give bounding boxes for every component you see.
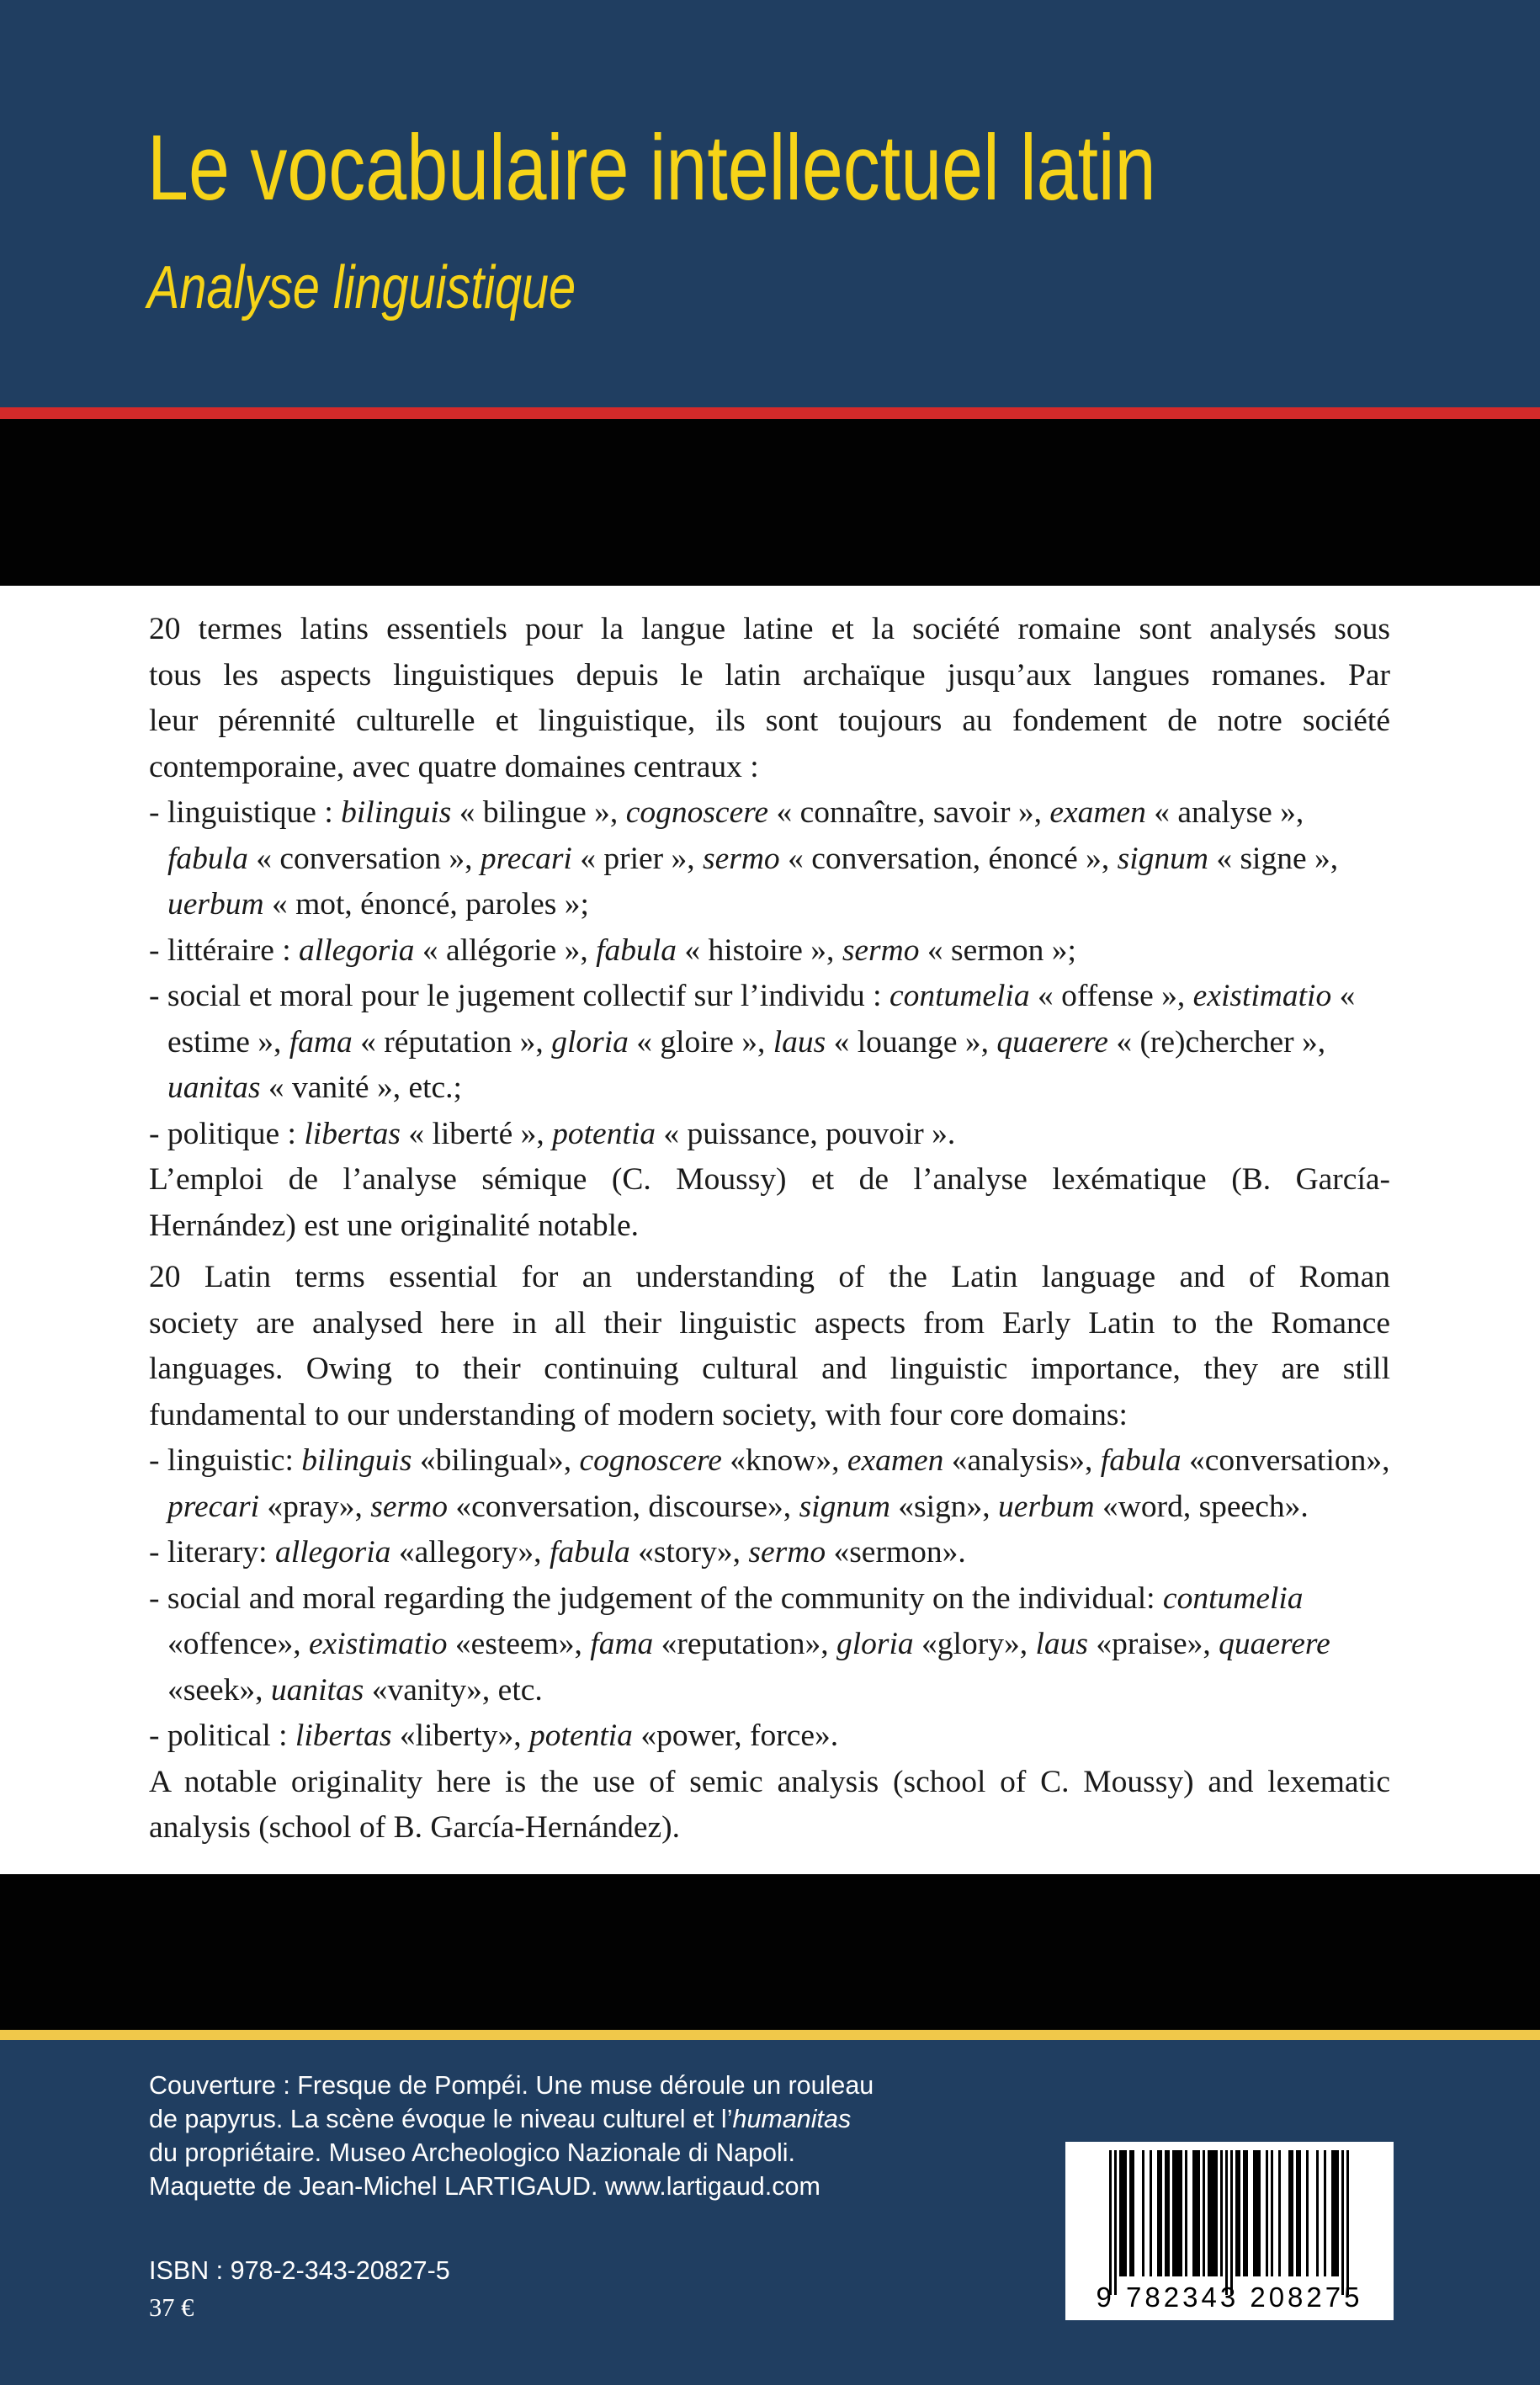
barcode-bar [1220, 2150, 1223, 2276]
domain-social-moral: - social and moral regarding the judgement of the community on the individual: contumelia «offence», existimatio «esteem», fama «reputation», gloria «glory», laus «praise», quaerere «seek», uanitas «vanity», etc. [149, 1580, 1330, 1708]
latin-term: potentia [529, 1718, 633, 1753]
domain-literary: - literary: allegoria «allegory», fabula «story», sermo «sermon». [149, 1535, 966, 1570]
latin-term: gloria [836, 1627, 914, 1661]
domain-political: - political : libertas «liberty», potentia «power, force». [149, 1718, 839, 1753]
barcode-bar [1197, 2150, 1200, 2276]
title-band [0, 0, 1540, 407]
price-text: 37 € [149, 2293, 194, 2322]
summary-line: tous les aspects linguistiques depuis le latin archaïque jusqu’aux langues romanes. Par [149, 657, 1390, 693]
latin-term: laus [773, 1024, 826, 1060]
summary-line: A notable originality here is the use of semic analysis (school of C. Moussy) and lexematic [149, 1764, 1390, 1799]
latin-term: allegoria [274, 1535, 391, 1570]
barcode-bar [1114, 2150, 1117, 2295]
summary-line: fundamental to our understanding of modern society, with four core domains: [149, 1397, 1128, 1432]
barcode-bar [1296, 2150, 1298, 2276]
barcode-bar [1165, 2150, 1167, 2276]
latin-term: uanitas [270, 1672, 364, 1708]
credits-line: du propriétaire. Museo Archeologico Nazionale di Napoli. [149, 2138, 796, 2167]
domain-political: - politique : libertas « liberté », potentia « puissance, pouvoir ». [149, 1116, 956, 1151]
barcode-bar [1278, 2150, 1281, 2276]
barcode-bar [1177, 2150, 1180, 2276]
latin-term: libertas [295, 1718, 392, 1753]
latin-term: sermo [748, 1535, 826, 1570]
barcode-digits: 9 782343 208275 [1096, 2281, 1363, 2313]
barcode-bar [1225, 2150, 1228, 2295]
black-band-bottom [0, 1874, 1540, 2030]
barcode-bar [1336, 2150, 1339, 2276]
barcode-bar [1150, 2150, 1152, 2276]
barcode-bar [1291, 2150, 1293, 2276]
barcode-bar [1334, 2150, 1336, 2276]
barcode-bar [1172, 2150, 1175, 2276]
barcode-bar [1119, 2150, 1122, 2276]
latin-term: fama [289, 1024, 353, 1060]
latin-term: cognoscere [625, 795, 769, 830]
domain-linguistic: - linguistique : bilinguis « bilingue », cognoscere « connaître, savoir », examen « analyse », fabula « conversation », precari « prier », sermo « conversation, énoncé », signum « signe », uerbum « mot, énoncé, paroles »; [149, 795, 1339, 922]
latin-term: allegoria [299, 932, 415, 968]
latin-term: uanitas [167, 1070, 261, 1105]
summary-line: languages. Owing to their continuing cultural and linguistic importance, they are still [149, 1352, 1390, 1386]
barcode-bar [1238, 2150, 1240, 2276]
credits-line: Maquette de Jean-Michel LARTIGAUD. www.lartigaud.com [149, 2172, 820, 2201]
book-subtitle: Analyse linguistique [147, 254, 576, 321]
isbn-text: ISBN : 978-2-343-20827-5 [149, 2256, 450, 2285]
barcode-bar [1210, 2150, 1213, 2276]
latin-term: existimatio [308, 1627, 448, 1661]
barcode-bar [1316, 2150, 1319, 2276]
barcode [1065, 2142, 1394, 2320]
barcode-bar [1213, 2150, 1215, 2276]
english-summary [149, 1255, 1390, 1851]
cover-credits [149, 2069, 974, 2203]
domain-literary: - littéraire : allegoria « allégorie », fabula « histoire », sermo « sermon »; [149, 932, 1076, 968]
barcode-bar [1180, 2150, 1182, 2276]
latin-term: fabula [1100, 1443, 1182, 1478]
barcode-bar [1160, 2150, 1162, 2276]
domain-social-moral: - social et moral pour le jugement collectif sur l’individu : contumelia « offense », existimatio « estime », fama « réputation », gloria « gloire », laus « louange », quaerere « (re)chercher », uanitas « vanité », etc.; [149, 979, 1356, 1105]
latin-term: contumelia [889, 979, 1030, 1013]
latin-term: fabula [167, 841, 248, 876]
barcode-bar [1288, 2150, 1291, 2276]
barcode-bar [1124, 2150, 1127, 2276]
domain-linguistic: - linguistic: bilinguis «bilingual», cognoscere «know», examen «analysis», fabula «conversation», precari «pray», sermo «conversation, discourse», signum «sign», uerbum «word, speech». [149, 1443, 1390, 1524]
summary-line: 20 Latin terms essential for an understanding of the Latin language and of Roman [149, 1260, 1390, 1294]
barcode-bar [1157, 2150, 1160, 2276]
latin-term: quaerere [1219, 1627, 1330, 1661]
barcode-bar [1142, 2150, 1144, 2276]
barcode-bar [1298, 2150, 1301, 2276]
barcode-bar [1243, 2150, 1245, 2276]
latin-term: uerbum [998, 1489, 1095, 1524]
barcode-bar [1341, 2150, 1344, 2295]
barcode-bar [1245, 2150, 1248, 2276]
latin-term: potentia [552, 1116, 656, 1151]
barcode-bar [1215, 2150, 1218, 2276]
summary-line: society are analysed here in all their linguistic aspects from Early Latin to the Romance [149, 1305, 1390, 1341]
summary-line: contemporaine, avec quatre domaines centraux : [149, 749, 759, 784]
red-divider [0, 407, 1540, 419]
barcode-bar [1256, 2150, 1258, 2276]
barcode-bar [1271, 2150, 1273, 2276]
latin-term: examen [847, 1443, 944, 1478]
gold-divider [0, 2030, 1540, 2040]
barcode-bar [1324, 2150, 1326, 2276]
latin-term: existimatio [1192, 979, 1332, 1013]
latin-term: uerbum [167, 887, 264, 922]
barcode-bar [1109, 2150, 1112, 2295]
latin-term: fabula [549, 1535, 630, 1570]
credits-line: Couverture : Fresque de Pompéi. Une muse déroule un rouleau [149, 2071, 874, 2100]
summary-line: analysis (school of B. García-Hernández). [149, 1810, 680, 1845]
barcode-bar [1230, 2150, 1233, 2295]
latin-term: gloria [551, 1024, 629, 1060]
summary-line: 20 termes latins essentiels pour la langue latine et la société romaine sont analysés sous [149, 612, 1390, 646]
barcode-bar [1195, 2150, 1197, 2276]
latin-term: fabula [596, 932, 677, 968]
latin-term: laus [1035, 1627, 1088, 1661]
latin-term: sermo [370, 1489, 448, 1524]
credits-line: de papyrus. La scène évoque le niveau culturel et l’humanitas [149, 2105, 852, 2133]
latin-term: bilinguis [301, 1443, 412, 1478]
summary-line: L’emploi de l’analyse sémique (C. Moussy) et de l’analyse lexématique (B. García- [149, 1162, 1390, 1197]
latin-term: sermo [842, 932, 920, 968]
barcode-bar [1132, 2150, 1134, 2276]
barcode-bar [1346, 2150, 1349, 2295]
latin-term: signum [799, 1489, 890, 1524]
latin-term: quaerere [996, 1024, 1108, 1060]
summary-line: Hernández) est une originalité notable. [149, 1208, 640, 1243]
latin-term: signum [1117, 841, 1208, 876]
barcode-bar [1258, 2150, 1261, 2276]
barcode-bar [1129, 2150, 1132, 2276]
black-band-top [0, 419, 1540, 586]
barcode-bar [1253, 2150, 1256, 2276]
latin-term: examen [1049, 795, 1146, 830]
barcode-bar [1306, 2150, 1309, 2276]
latin-term: precari [480, 841, 572, 876]
barcode-bar [1235, 2150, 1238, 2276]
latin-term: cognoscere [579, 1443, 722, 1478]
barcode-bar [1331, 2150, 1334, 2276]
barcode-bar [1208, 2150, 1210, 2276]
latin-term: bilinguis [341, 795, 452, 830]
book-title: Le vocabulaire intellectuel latin [147, 116, 1156, 220]
french-summary [149, 607, 1390, 1249]
barcode-bar [1203, 2150, 1205, 2276]
barcode-bar [1266, 2150, 1268, 2276]
barcode-bar [1167, 2150, 1170, 2276]
summary-line: leur pérennité culturelle et linguistique, ils sont toujours au fondement de notre société [149, 704, 1390, 738]
barcode-bar [1185, 2150, 1187, 2276]
barcode-bar [1192, 2150, 1195, 2276]
barcode-bar [1122, 2150, 1124, 2276]
barcode-bar [1175, 2150, 1177, 2276]
latin-term: sermo [703, 841, 780, 876]
latin-term: libertas [304, 1116, 401, 1151]
latin-term: fama [590, 1627, 654, 1661]
latin-term: precari [167, 1489, 260, 1524]
latin-term: contumelia [1162, 1580, 1304, 1616]
